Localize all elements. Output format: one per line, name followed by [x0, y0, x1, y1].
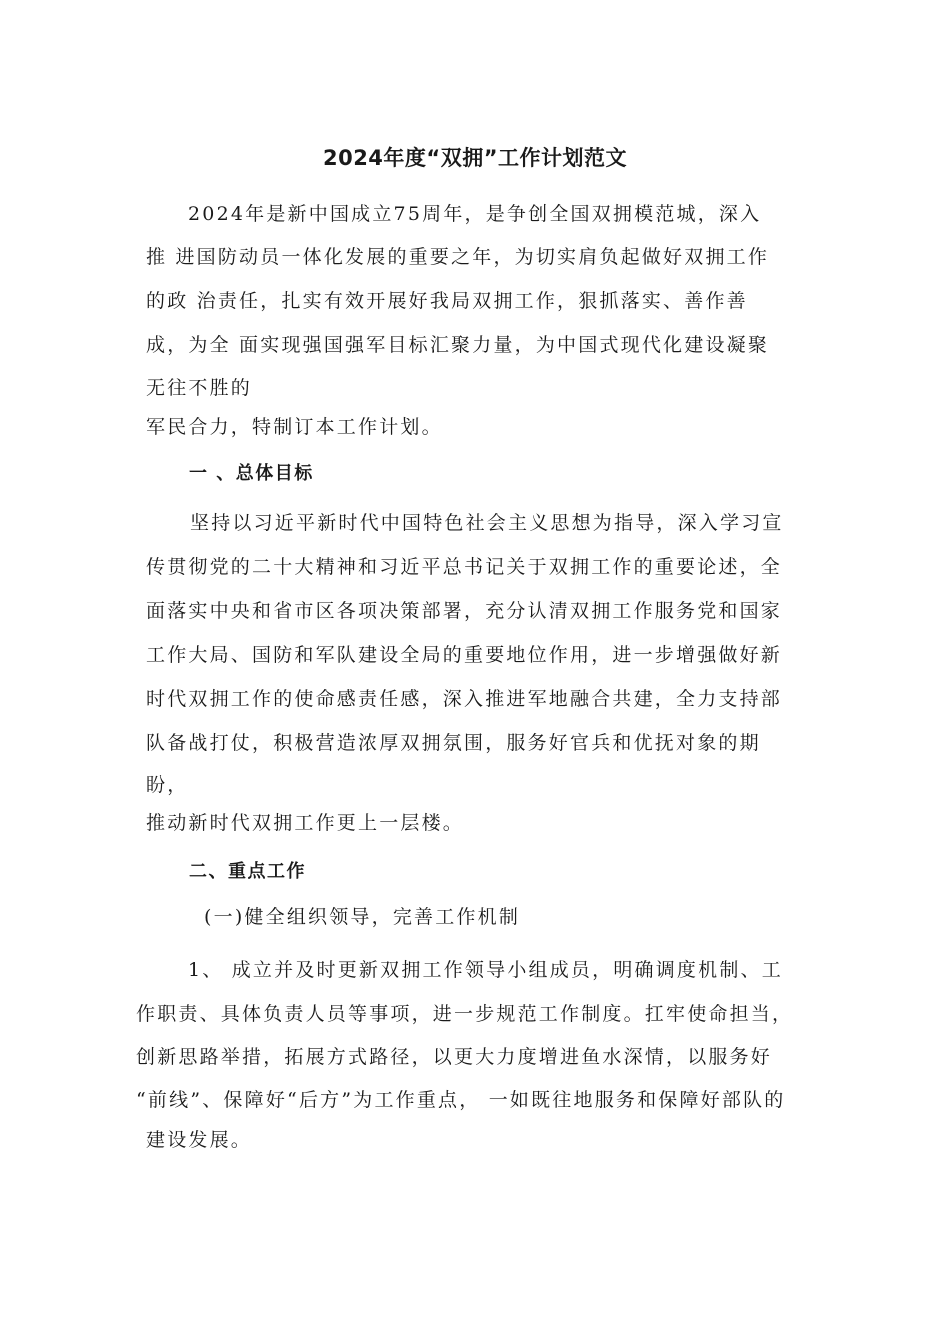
item-line: 建设发展。 [146, 1129, 253, 1151]
intro-line: 成，为全 面实现强国强军目标汇聚力量，为中国式现代化建设凝聚 [146, 334, 770, 356]
item-line: 创新思路举措，拓展方式路径，以更大力度增进鱼水深情，以服务好 [136, 1046, 773, 1068]
item-line: 作职责、具体负责人员等事项，进一步规范工作制度。扛牢使命担当， [136, 1003, 794, 1025]
document-title: 2024年度“双拥”工作计划范文 [322, 146, 628, 170]
section-heading-goals: 一 、总体目标 [189, 463, 314, 484]
intro-line: 的政 治责任，扎实有效开展好我局双拥工作，狠抓落实、善作善 [146, 290, 748, 312]
body-line: 推动新时代双拥工作更上一层楼。 [146, 812, 465, 834]
item-line: “前线”、保障好“后方”为工作重点， 一如既往地服务和保障好部队的 [136, 1089, 786, 1111]
body-line: 时代双拥工作的使命感责任感，深入推进军地融合共建，全力支持部 [146, 688, 783, 710]
body-line: 传贯彻党的二十大精神和习近平总书记关于双拥工作的重要论述，全 [146, 556, 783, 578]
section-heading-key-work: 二、重点工作 [189, 861, 306, 882]
body-line: 队备战打仗，积极营造浓厚双拥氛围，服务好官兵和优抚对象的期 [146, 732, 761, 754]
intro-line: 2024年是新中国成立75周年，是争创全国双拥模范城，深入 [188, 203, 762, 225]
body-line: 面落实中央和省市区各项决策部署，充分认清双拥工作服务党和国家 [146, 600, 783, 622]
intro-line: 无往不胜的 [146, 377, 253, 399]
item-line: 1、 成立并及时更新双拥工作领导小组成员，明确调度机制、工 [188, 959, 783, 981]
body-line: 盼， [146, 774, 189, 796]
intro-line: 推 进国防动员一体化发展的重要之年，为切实肩负起做好双拥工作 [146, 246, 770, 268]
body-line: 坚持以习近平新时代中国特色社会主义思想为指导，深入学习宣 [190, 512, 784, 534]
body-line: 工作大局、国防和军队建设全局的重要地位作用，进一步增强做好新 [146, 644, 783, 666]
subheading: (一)健全组织领导，完善工作机制 [204, 906, 521, 928]
intro-line: 军民合力，特制订本工作计划。 [146, 416, 443, 438]
